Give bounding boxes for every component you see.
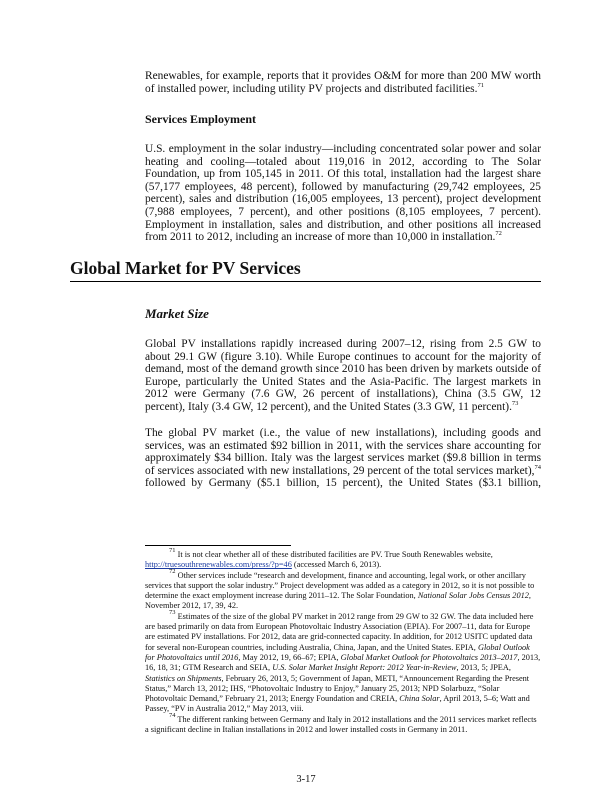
- footnote-text: It is not clear whether all of these distributed facilities are PV. True South Renewables website,: [175, 550, 493, 559]
- paragraph-market-value: The global PV market (i.e., the value of new installations), including goods and services, was an estimated $92 billion in 2011, with the services share accounting for approximately $34 billion. Italy was the largest services market ($9.8 billion in terms of services associated with new installations, 29 percent of the total services market),$^{74}$ followed by Germany ($5.1 billion, 15 percent), the United States ($3.1 billion,: [145, 427, 541, 490]
- citation-title: Statistics on Shipments: [145, 673, 222, 683]
- footnote-74: [145, 711, 541, 736]
- footnote-text: , February 26, 2013, 5; Government of Japan, METI, “Announcement Regarding the Present Status,” March 13, 2012; IHS, “Photovoltaic Industry to Enjoy,” January 25, 2013; NPD Solarbuzz, “Solar Photovoltaic Demand,” February 21, 2013; Energy Foundation and CREIA,: [145, 673, 530, 704]
- footnote-text: Other services include “research and development, finance and accounting, legal work, or other ancillary services that support the solar industry.” Project development was added as a category in 2012, so it is not possible to determine the exact employment increase during 2011–12. The Solar Foundation,: [145, 570, 535, 601]
- page-number: 3-17: [296, 774, 316, 785]
- footnotes: [145, 547, 541, 735]
- footnote-71: [145, 547, 541, 571]
- footnote-text: (accessed March 6, 2013).: [291, 560, 382, 570]
- footnote-ref: 71: [477, 81, 484, 89]
- footnote-text: The different ranking between Germany and Italy in 2012 installations and the 2011 services market reflects a significant decline in Italian installations in 2012 and lower installed costs in Germany in 2011.: [145, 714, 537, 735]
- footnote-number: 72: [169, 567, 176, 575]
- paragraph-employment: U.S. employment in the solar industry—including concentrated solar power and solar heating and cooling—totaled about 119,016 in 2012, according to The Solar Foundation, up from 105,145 in 2011. Of this total, installation had the largest share (57,177 employees, 48 percent), followed by manufacturing (29,742 employees, 25 percent), sales and distribution (16,005 employees, 13 percent), project development (7,988 employees, 7 percent), and other positions (8,105 employees, 7 percent). Employment in installation, sales and distribution, and other positions all increased from 2011 to 2012, including an increase of more than 10,000 in installation.$^{72}$: [145, 143, 541, 244]
- footnote-73: [145, 608, 541, 715]
- footnote-ref: 74: [534, 463, 541, 471]
- citation-title: National Solar Jobs Census 2012: [417, 591, 529, 601]
- footnote-text: Estimates of the size of the global PV market in 2012 range from 29 GW to 32 GW. The data included here are based primarily on data from European Photovoltaic Industry Association (EPIA). For 2007–11, data for Europe are estimated PV installations. For 2012, data are grid-connected capacity. In addition, for 2012 USITC updated data for several non-European countries, including Australia, China, Japan, and the United States. EPIA,: [145, 611, 534, 652]
- citation-title: Global Market Outlook for Photovoltaics 2013–2017: [340, 652, 518, 662]
- footnote-72: [145, 567, 541, 612]
- footnote-number: 71: [169, 547, 176, 554]
- footnote-divider: [145, 545, 291, 546]
- paragraph-om: Renewables, for example, reports that it provides O&M for more than 200 MW worth of installed power, including utility PV projects and distributed facilities.$^{71}$: [145, 70, 541, 95]
- footnote-text: , November 2012, 17, 39, 42.: [145, 591, 531, 611]
- citation-title: Global Outlook for Photovoltaics until 2016: [145, 642, 530, 662]
- paragraph-installations: Global PV installations rapidly increased during 2007–12, rising from 2.5 GW to about 29.1 GW (figure 3.10). While Europe continues to account for the majority of demand, most of the demand growth since 2010 has been driven by markets outside of Europe, particularly the United States and the Asia-Pacific. The largest markets in 2012 were Germany (7.6 GW, 26 percent of installations), China (3.5 GW, 12 percent), Italy (3.4 GW, 12 percent), and the United States (3.3 GW, 11 percent).$^{73}$: [145, 338, 541, 413]
- subheading-market-size: Market Size: [145, 306, 209, 321]
- footnote-number: 73: [169, 608, 176, 616]
- footnote-text: , 2013, 5; JPEA,: [456, 663, 511, 673]
- footnote-text: , April 2013, 5–6; Watt and Passey, “PV in Australia 2012,” May 2013, viii.: [145, 694, 530, 714]
- footnote-ref: 73: [511, 399, 519, 407]
- heading-services-employment: Services Employment: [145, 112, 256, 126]
- footnote-ref: 72: [495, 230, 502, 238]
- citation-title: China Solar: [399, 694, 440, 704]
- footnote-link[interactable]: http://truesouthrenewables.com/press/?p=46: [145, 560, 292, 570]
- footnote-text: , 2013, 16, 18, 31; GTM Research and SEIA,: [145, 652, 541, 673]
- footnote-text: , May 2012, 19, 66–67; EPIA,: [238, 652, 341, 662]
- citation-title: U.S. Solar Market Insight Report: 2012 Year-in-Review: [272, 663, 457, 673]
- footnote-number: 74: [169, 711, 176, 719]
- section-heading: Global Market for PV Services: [70, 258, 541, 282]
